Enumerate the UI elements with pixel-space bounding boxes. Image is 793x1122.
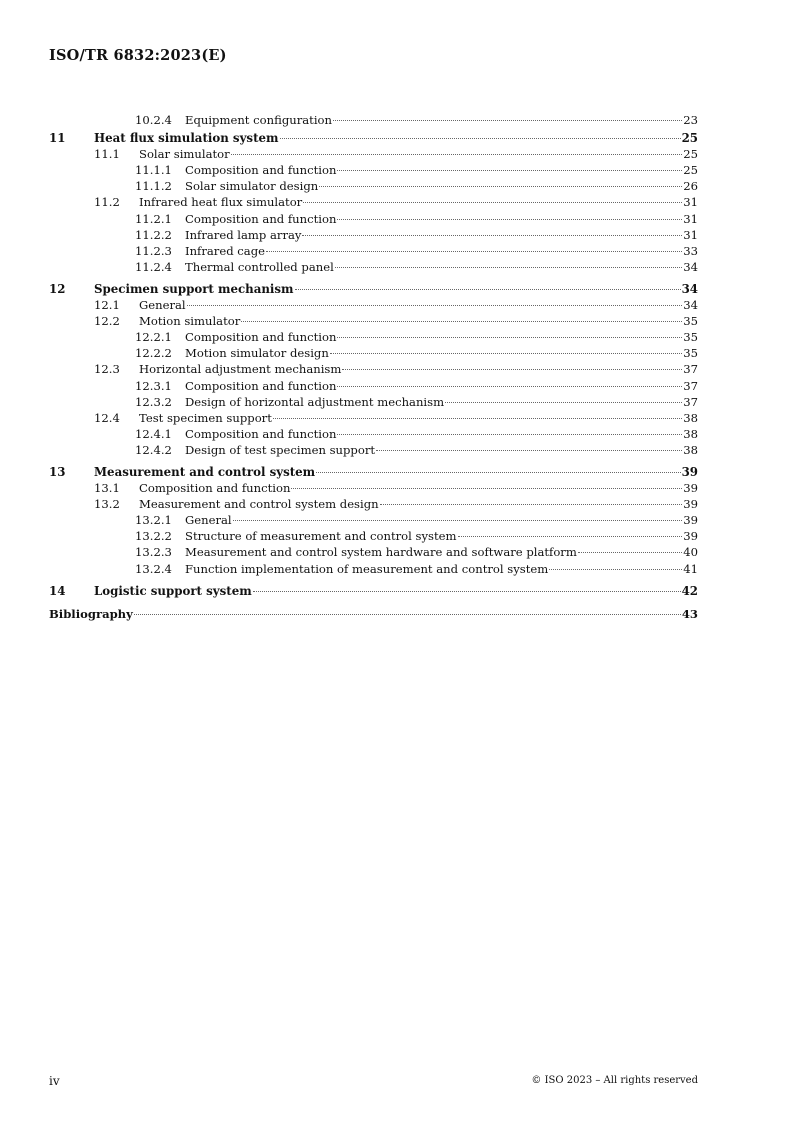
toc-page: 31 <box>683 195 698 210</box>
toc-title: Composition and function <box>139 481 291 496</box>
toc-entry-11-2-1[interactable] <box>49 211 698 227</box>
copyright-notice: © ISO 2023 – All rights reserved <box>531 1075 698 1086</box>
toc-number: 11.2.4 <box>135 259 172 274</box>
toc-entry-14[interactable] <box>49 583 698 599</box>
toc-number: 12.2.1 <box>135 330 172 345</box>
toc-entry-13[interactable] <box>49 464 698 480</box>
dot-leader <box>266 251 682 252</box>
toc-entry-12-1[interactable] <box>49 297 698 313</box>
toc-entry-11-1-2[interactable] <box>49 178 698 194</box>
toc-page: 37 <box>683 378 698 393</box>
toc-number: 11.2 <box>94 195 120 210</box>
document-identifier: ISO/TR 6832:2023(E) <box>49 47 227 64</box>
toc-title: Horizontal adjustment mechanism <box>139 362 342 377</box>
toc-entry-11-2-3[interactable] <box>49 243 698 259</box>
dot-leader <box>445 402 682 403</box>
toc-title: General <box>185 513 232 528</box>
dot-leader <box>337 386 682 387</box>
toc-entry-10-2-4[interactable] <box>49 112 698 128</box>
dot-leader <box>253 591 681 592</box>
toc-title: Solar simulator design <box>185 179 319 194</box>
toc-page: 25 <box>683 147 698 162</box>
toc-page: 38 <box>683 410 698 425</box>
toc-entry-13-2[interactable] <box>49 496 698 512</box>
toc-number: 11 <box>49 131 66 146</box>
toc-number: 13.2 <box>94 497 120 512</box>
toc-page: 37 <box>683 394 698 409</box>
toc-title: Solar simulator <box>139 147 230 162</box>
toc-page: 26 <box>683 179 698 194</box>
toc-title: Measurement and control system design <box>139 497 379 512</box>
toc-entry-bibliography[interactable] <box>49 606 698 622</box>
toc-page: 34 <box>681 281 698 296</box>
dot-leader <box>134 614 681 615</box>
toc-title: Motion simulator <box>139 314 241 329</box>
toc-number: 13.2.3 <box>135 545 172 560</box>
dot-leader <box>337 337 682 338</box>
toc-page: 35 <box>683 346 698 361</box>
toc-entry-11-2[interactable] <box>49 194 698 210</box>
dot-leader <box>280 138 681 139</box>
toc-title: Function implementation of measurement and control system <box>185 561 549 576</box>
toc-entry-13-2-1[interactable] <box>49 512 698 528</box>
toc-page: 42 <box>681 583 698 598</box>
toc-page: 39 <box>683 529 698 544</box>
dot-leader <box>187 305 683 306</box>
toc-entry-12-2-2[interactable] <box>49 345 698 361</box>
toc-number: 13.2.2 <box>135 529 172 544</box>
toc-page: 34 <box>683 298 698 313</box>
toc-title: Test specimen support <box>139 410 272 425</box>
toc-entry-12-2-1[interactable] <box>49 329 698 345</box>
dot-leader <box>330 353 682 354</box>
toc-title: Composition and function <box>185 330 337 345</box>
toc-number: 12.3.1 <box>135 378 172 393</box>
toc-number: 11.1.2 <box>135 179 172 194</box>
dot-leader <box>337 219 682 220</box>
dot-leader <box>295 289 681 290</box>
toc-page: 25 <box>683 163 698 178</box>
toc-page: 40 <box>683 545 698 560</box>
dot-leader <box>291 488 682 489</box>
toc-entry-12-4-1[interactable] <box>49 426 698 442</box>
toc-page: 39 <box>683 497 698 512</box>
dot-leader <box>316 472 680 473</box>
toc-entry-11[interactable] <box>49 130 698 146</box>
toc-entry-11-1[interactable] <box>49 146 698 162</box>
toc-page: 34 <box>683 259 698 274</box>
toc-number: 12.3.2 <box>135 394 172 409</box>
toc-entry-12-3-2[interactable] <box>49 394 698 410</box>
toc-page: 38 <box>683 426 698 441</box>
toc-title: Bibliography <box>49 606 133 621</box>
dot-leader <box>337 434 682 435</box>
toc-page: 41 <box>683 561 698 576</box>
toc-number: 11.2.3 <box>135 243 172 258</box>
toc-number: 13.1 <box>94 481 120 496</box>
toc-number: 12.2.2 <box>135 346 172 361</box>
toc-entry-11-2-4[interactable] <box>49 259 698 275</box>
toc-title: Thermal controlled panel <box>185 259 334 274</box>
dot-leader <box>342 369 682 370</box>
toc-title: Measurement and control system hardware and software platform <box>185 545 577 560</box>
toc-page: 31 <box>683 227 698 242</box>
toc-title: Infrared heat flux simulator <box>139 195 303 210</box>
dot-leader <box>337 170 682 171</box>
toc-number: 12.1 <box>94 298 120 313</box>
dot-leader <box>458 536 683 537</box>
dot-leader <box>241 321 682 322</box>
toc-entry-13-2-2[interactable] <box>49 528 698 544</box>
dot-leader <box>231 154 683 155</box>
toc-title: Composition and function <box>185 426 337 441</box>
toc-title: Measurement and control system <box>94 464 316 479</box>
toc-entry-12-3[interactable] <box>49 361 698 377</box>
toc-number: 10.2.4 <box>135 113 172 127</box>
toc-title: Heat flux simulation system <box>94 131 279 146</box>
toc-page: 31 <box>683 211 698 226</box>
dot-leader <box>376 450 682 451</box>
toc-entry-12[interactable] <box>49 281 698 297</box>
toc-entry-12-3-1[interactable] <box>49 378 698 394</box>
toc-number: 13.2.1 <box>135 513 172 528</box>
toc-page: 35 <box>683 330 698 345</box>
toc-page: 25 <box>681 131 698 146</box>
toc-entry-13-2-4[interactable] <box>49 561 698 577</box>
toc-entry-13-2-3[interactable] <box>49 544 698 560</box>
dot-leader <box>333 120 682 121</box>
toc-number: 13 <box>49 464 66 479</box>
toc-number: 14 <box>49 583 66 598</box>
toc-number: 11.2.1 <box>135 211 172 226</box>
dot-leader <box>233 520 683 521</box>
toc-title: Composition and function <box>185 378 337 393</box>
toc-title: Composition and function <box>185 163 337 178</box>
dot-leader <box>578 552 682 553</box>
toc-number: 13.2.4 <box>135 561 172 576</box>
page-number: iv <box>49 1074 60 1088</box>
dot-leader <box>303 202 682 203</box>
toc-number: 12.4.1 <box>135 426 172 441</box>
table-of-contents <box>49 112 698 622</box>
toc-page: 23 <box>683 113 698 127</box>
toc-title: Composition and function <box>185 211 337 226</box>
toc-title: Structure of measurement and control system <box>185 529 457 544</box>
toc-page: 33 <box>683 243 698 258</box>
toc-entry-11-2-2[interactable] <box>49 227 698 243</box>
toc-title: Design of horizontal adjustment mechanism <box>185 394 445 409</box>
toc-number: 11.1.1 <box>135 163 172 178</box>
toc-title: Logistic support system <box>94 583 252 598</box>
toc-number: 12 <box>49 281 66 296</box>
toc-entry-13-1[interactable] <box>49 480 698 496</box>
toc-number: 12.4.2 <box>135 442 172 457</box>
toc-number: 12.4 <box>94 410 120 425</box>
toc-page: 35 <box>683 314 698 329</box>
dot-leader <box>380 504 683 505</box>
dot-leader <box>302 235 682 236</box>
dot-leader <box>335 267 682 268</box>
toc-page: 39 <box>683 513 698 528</box>
dot-leader <box>319 186 682 187</box>
toc-number: 12.2 <box>94 314 120 329</box>
toc-number: 11.1 <box>94 147 120 162</box>
toc-page: 37 <box>683 362 698 377</box>
toc-title: Motion simulator design <box>185 346 329 361</box>
toc-title: Equipment configuration <box>185 113 332 127</box>
toc-entry-12-4[interactable] <box>49 410 698 426</box>
toc-page: 38 <box>683 442 698 457</box>
toc-title: Design of test specimen support <box>185 442 376 457</box>
toc-number: 11.2.2 <box>135 227 172 242</box>
toc-page: 43 <box>681 606 698 621</box>
toc-entry-12-2[interactable] <box>49 313 698 329</box>
toc-page: 39 <box>681 464 698 479</box>
toc-page: 39 <box>683 481 698 496</box>
dot-leader <box>273 418 682 419</box>
toc-entry-11-1-1[interactable] <box>49 162 698 178</box>
toc-number: 12.3 <box>94 362 120 377</box>
dot-leader <box>549 569 682 570</box>
toc-entry-12-4-2[interactable] <box>49 442 698 458</box>
toc-title: General <box>139 298 186 313</box>
toc-title: Infrared lamp array <box>185 227 302 242</box>
toc-title: Infrared cage <box>185 243 265 258</box>
toc-title: Specimen support mechanism <box>94 281 294 296</box>
